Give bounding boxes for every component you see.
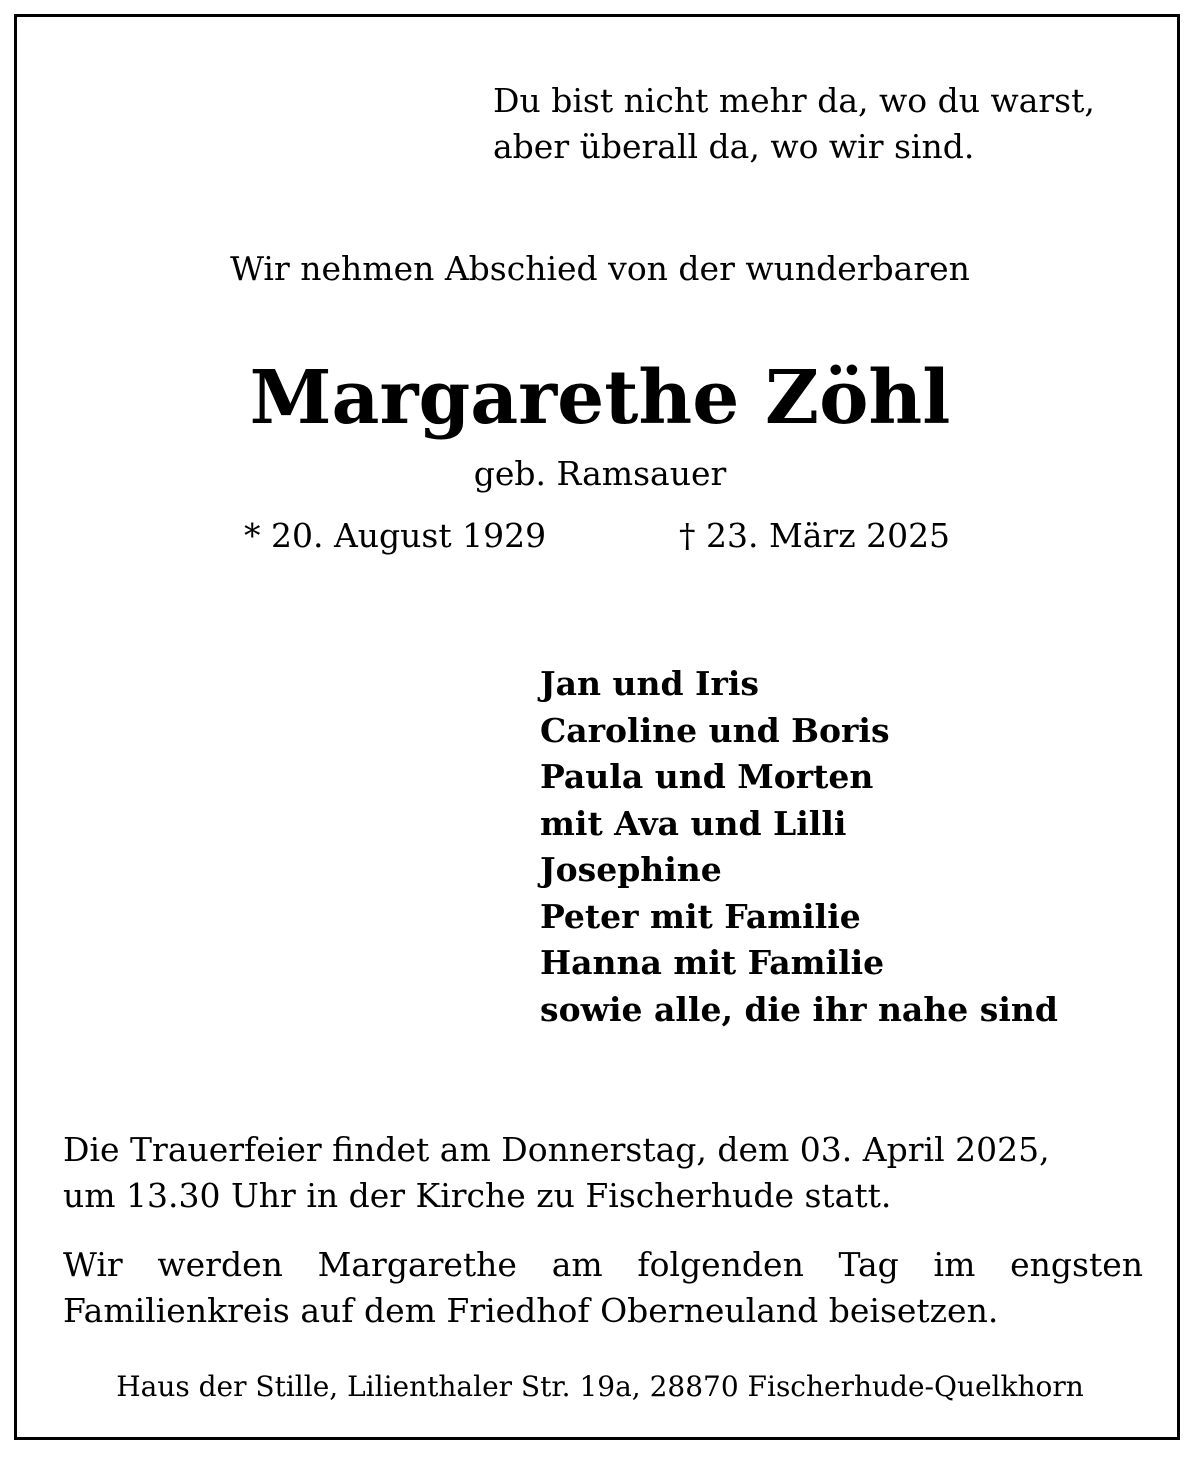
mourner-line: Peter mit Familie (540, 896, 861, 936)
mourner-line: Jan und Iris (540, 664, 759, 703)
maiden-name: geb. Ramsauer (473, 454, 727, 493)
motto-quote (493, 78, 1095, 170)
mourner-line: Hanna mit Familie (540, 943, 885, 982)
intro-text: Wir nehmen Abschied von der wunderbaren (230, 249, 970, 288)
motto-line-1: Du bist nicht mehr da, wo du warst, (493, 81, 1095, 120)
mourner-line: Caroline und Boris (540, 710, 890, 750)
funeral-info (63, 1127, 1143, 1219)
mourners-list (540, 661, 1058, 1033)
mourner-line: Paula und Morten (540, 757, 874, 796)
deceased-name: Margarethe Zöhl (249, 355, 951, 441)
motto-line-2: aber überall da, wo wir sind. (493, 127, 975, 166)
death-date: † 23. März 2025 (679, 516, 951, 555)
mourner-line: sowie alle, die ihr nahe sind (540, 989, 1058, 1029)
burial-info (63, 1242, 1143, 1334)
mourner-line: Josephine (540, 850, 722, 889)
burial-line-2: Familienkreis auf dem Friedhof Oberneuland beisetzen. (63, 1291, 999, 1330)
birth-date: * 20. August 1929 (244, 516, 547, 555)
burial-line-1: Wir werden Margarethe am folgenden Tag im engsten (63, 1245, 1143, 1284)
funeral-home-address: Haus der Stille, Lilienthaler Str. 19a, 28870 Fischerhude-Quelkhorn (116, 1370, 1084, 1403)
mourner-line: mit Ava und Lilli (540, 803, 847, 843)
funeral-line-1: Die Trauerfeier findet am Donnerstag, dem 03. April 2025, (63, 1130, 1050, 1169)
funeral-line-2: um 13.30 Uhr in der Kirche zu Fischerhude statt. (63, 1176, 892, 1215)
